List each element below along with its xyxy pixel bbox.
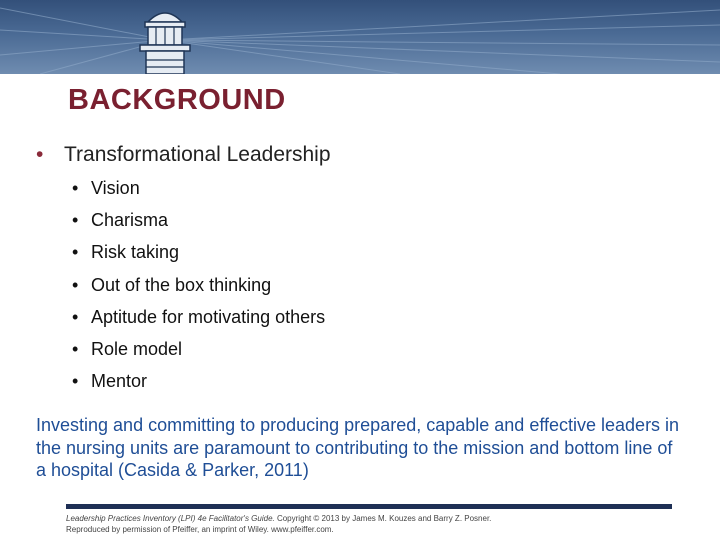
bullet-icon: • — [72, 178, 79, 198]
footer-rule — [66, 504, 672, 509]
footer-line-2: Reproduced by permission of Pfeiffer, an imprint of Wiley. www.pfeiffer.com. — [66, 525, 334, 534]
summary-paragraph: Investing and committing to producing prepared, capable and effective leaders in the nursing units are paramount to contributing to the mission and bottom line of a hospital (Casida & Parker, 2011) — [36, 415, 680, 480]
header-banner — [0, 0, 720, 74]
bullet-icon: • — [36, 143, 44, 166]
lighthouse-graphic — [0, 0, 720, 74]
footer-copyright: Copyright © 2013 by James M. Kouzes and Barry Z. Posner. — [274, 514, 492, 523]
bullet-icon: • — [72, 210, 79, 231]
slide-title: BACKGROUND — [68, 84, 286, 116]
bullet-icon: • — [72, 274, 79, 295]
bullet-icon: • — [72, 242, 79, 263]
bullet-icon: • — [72, 371, 79, 392]
footer-credit — [66, 513, 491, 535]
main-bullet-label: Transformational Leadership — [64, 143, 331, 166]
bullet-icon: • — [72, 338, 79, 359]
bullet-icon: • — [72, 306, 79, 327]
footer-line-1 — [66, 513, 491, 524]
footer-source-title: Leadership Practices Inventory (LPI) 4e Facilitator's Guide. — [66, 514, 275, 523]
